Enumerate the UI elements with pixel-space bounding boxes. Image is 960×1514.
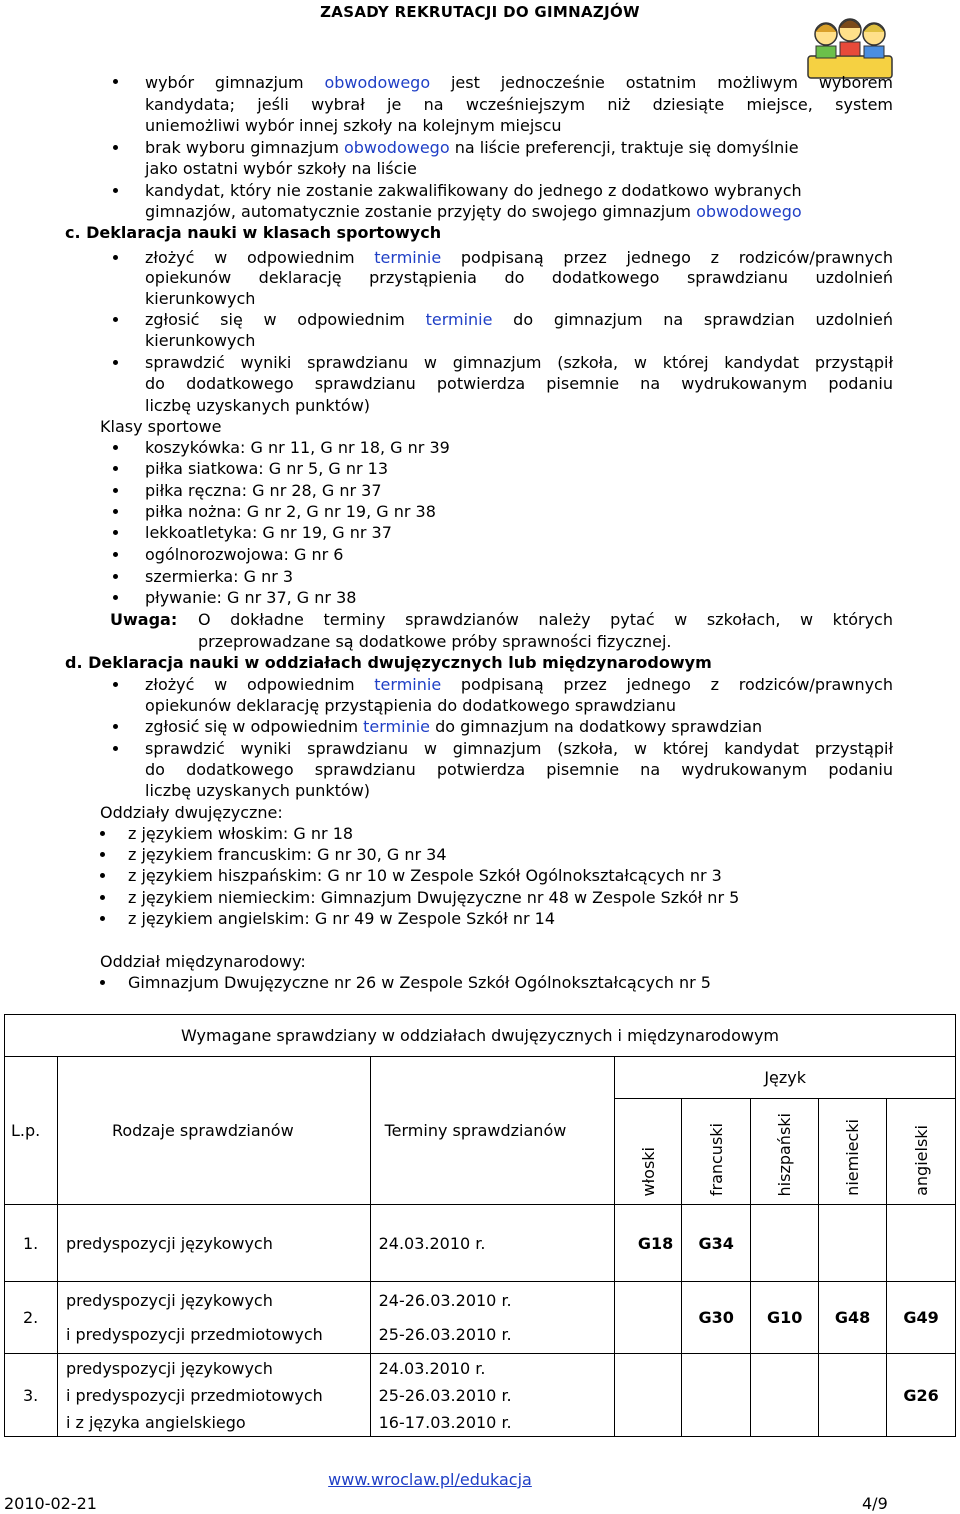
bullet-icon: [113, 188, 118, 193]
note-line-2: przeprowadzane są dodatkowe próby sprawności fizycznej.: [198, 632, 672, 651]
bullet-icon: [113, 445, 118, 450]
school-code: [819, 1205, 887, 1282]
footer-date: 2010-02-21: [4, 1494, 97, 1513]
section-c-bullet-2-line-2: kierunkowych: [145, 331, 256, 350]
section-d-bullet-3-line-3: liczbę uzyskanych punktów): [145, 781, 371, 800]
section-c-bullet-3-line-3: liczbę uzyskanych punktów): [145, 396, 371, 415]
school-code: G49: [887, 1282, 956, 1354]
language-header: Język: [615, 1057, 956, 1099]
school-code: [887, 1205, 956, 1282]
bilingual-item: z językiem angielskim: G nr 49 w Zespole Szkół nr 14: [128, 909, 556, 928]
exam-type: predyspozycji językowych: [65, 1290, 273, 1310]
bullet-icon: [113, 79, 118, 84]
bullet-icon: [113, 466, 118, 471]
section-c-bullet-3-line-2: do dodatkowego sprawdzianu potwierdza pisemnie na wydrukowanym podaniu: [145, 374, 893, 393]
bullet-icon: [113, 255, 118, 260]
intro-bullet-2-line-2: jako ostatni wybór szkoły na liście: [145, 159, 417, 178]
school-code: G34: [682, 1205, 751, 1282]
section-c-bullet-1-line-3: kierunkowych: [145, 289, 256, 308]
exam-date: 25-26.03.2010 r.: [378, 1324, 512, 1344]
bullet-icon: [100, 980, 105, 985]
exam-date: 16-17.03.2010 r.: [378, 1412, 512, 1432]
table-row: [5, 1205, 956, 1282]
school-code: [751, 1205, 819, 1282]
bullet-icon: [113, 488, 118, 493]
language-column-header: [819, 1099, 887, 1205]
note-label: Uwaga:: [110, 610, 178, 629]
sport-classes-label: Klasy sportowe: [100, 417, 222, 436]
intro-bullet-1-line-2: kandydata; jeśli wybrał je na wcześniejszym niż dziesiąte miejsce, system: [145, 95, 893, 114]
school-code: G48: [819, 1282, 887, 1354]
section-c-bullet-2-line-1: zgłosić się w odpowiednim terminie do gimnazjum na sprawdzian uzdolnień: [145, 310, 893, 329]
column-header-lp: L.p.: [5, 1057, 58, 1205]
row-number: 3.: [5, 1354, 58, 1437]
bullet-icon: [113, 530, 118, 535]
language-column-header: [615, 1099, 682, 1205]
section-d-bullet-3-line-2: do dodatkowego sprawdzianu potwierdza pisemnie na wydrukowanym podaniu: [145, 760, 893, 779]
section-c-bullet-1-line-2: opiekunów deklarację przystąpienia do dodatkowego sprawdzianu uzdolnień: [145, 268, 893, 287]
section-c-bullet-1-line-1: złożyć w odpowiednim terminie podpisaną przez jednego z rodziców/prawnych: [145, 248, 893, 267]
bullet-icon: [113, 509, 118, 514]
bullet-icon: [113, 682, 118, 687]
sport-item: piłka siatkowa: G nr 5, G nr 13: [145, 459, 389, 478]
language-label: hiszpański: [775, 1112, 795, 1196]
intro-bullet-2-line-1: brak wyboru gimnazjum obwodowego na liście preferencji, traktuje się domyślnie: [145, 138, 799, 157]
sport-item: pływanie: G nr 37, G nr 38: [145, 588, 357, 607]
sport-item: szermierka: G nr 3: [145, 567, 294, 586]
footer-link[interactable]: www.wroclaw.pl/edukacja: [328, 1470, 532, 1489]
school-code: G26: [887, 1354, 956, 1437]
page-header-title: ZASADY REKRUTACJI DO GIMNAZJÓW: [320, 3, 640, 21]
column-header-dates: Terminy sprawdzianów: [370, 1057, 615, 1205]
exam-type: i z języka angielskiego: [65, 1412, 246, 1432]
section-c-heading: c. Deklaracja nauki w klasach sportowych: [65, 223, 442, 242]
table-row: [5, 1282, 956, 1354]
bullet-icon: [113, 574, 118, 579]
exam-dates-cell: [370, 1354, 615, 1437]
bullet-icon: [113, 746, 118, 751]
school-code: G18: [615, 1205, 682, 1282]
exam-date: 24-26.03.2010 r.: [378, 1290, 512, 1310]
bilingual-item: z językiem hiszpańskim: G nr 10 w Zespole Szkół Ogólnokształcących nr 3: [128, 866, 722, 885]
section-d-heading: d. Deklaracja nauki w oddziałach dwujęzycznych lub międzynarodowym: [65, 653, 712, 672]
section-d-bullet-1-line-1: złożyć w odpowiednim terminie podpisaną przez jednego z rodziców/prawnych: [145, 675, 893, 694]
exam-type: i predyspozycji przedmiotowych: [65, 1385, 323, 1405]
international-item: Gimnazjum Dwujęzyczne nr 26 w Zespole Szkół Ogólnokształcących nr 5: [128, 973, 711, 992]
bullet-icon: [113, 317, 118, 322]
sport-item: koszykówka: G nr 11, G nr 18, G nr 39: [145, 438, 450, 457]
sport-item: piłka ręczna: G nr 28, G nr 37: [145, 481, 382, 500]
international-label: Oddział międzynarodowy:: [100, 952, 306, 971]
bullet-icon: [100, 873, 105, 878]
exam-date: 24.03.2010 r.: [370, 1205, 615, 1282]
note-line-1: O dokładne terminy sprawdzianów należy pytać w szkołach, w których: [198, 610, 893, 629]
language-label: włoski: [638, 1146, 658, 1196]
column-header-type: Rodzaje sprawdzianów: [57, 1057, 370, 1205]
language-column-header: [887, 1099, 956, 1205]
section-c-bullet-3-line-1: sprawdzić wyniki sprawdzianu w gimnazjum (szkoła, w której kandydat przystąpił: [145, 353, 893, 372]
row-number: 1.: [5, 1205, 58, 1282]
bullet-icon: [100, 895, 105, 900]
school-code: [819, 1354, 887, 1437]
exam-types-cell: [57, 1282, 370, 1354]
bilingual-item: z językiem włoskim: G nr 18: [128, 824, 354, 843]
sport-item: lekkoatletyka: G nr 19, G nr 37: [145, 523, 392, 542]
intro-bullet-1-line-1: wybór gimnazjum obwodowego jest jednocześnie ostatnim możliwym wyborem: [145, 73, 893, 92]
bullet-icon: [113, 724, 118, 729]
language-label: niemiecki: [843, 1119, 863, 1196]
row-number: 2.: [5, 1282, 58, 1354]
exam-type: predyspozycji językowych: [65, 1358, 273, 1378]
bullet-icon: [113, 145, 118, 150]
exam-dates-cell: [370, 1282, 615, 1354]
school-code: [615, 1354, 682, 1437]
section-d-bullet-1-line-2: opiekunów deklarację przystąpienia do dodatkowego sprawdzianu: [145, 696, 676, 715]
language-label: angielski: [911, 1125, 931, 1196]
bullet-icon: [113, 360, 118, 365]
bullet-icon: [113, 595, 118, 600]
section-d-bullet-3-line-1: sprawdzić wyniki sprawdzianu w gimnazjum (szkoła, w której kandydat przystąpił: [145, 739, 893, 758]
intro-bullet-3-line-1: kandydat, który nie zostanie zakwalifikowany do jednego z dodatkowo wybranych: [145, 181, 802, 200]
exam-type: i predyspozycji przedmiotowych: [65, 1324, 323, 1344]
exam-date: 24.03.2010 r.: [378, 1358, 486, 1378]
school-code: [682, 1354, 751, 1437]
exam-date: 25-26.03.2010 r.: [378, 1385, 512, 1405]
language-column-header: [682, 1099, 751, 1205]
bullet-icon: [100, 916, 105, 921]
table-title: Wymagane sprawdziany w oddziałach dwujęzycznych i międzynarodowym: [5, 1015, 956, 1057]
section-d-bullet-2-line-1: zgłosić się w odpowiednim terminie do gimnazjum na dodatkowy sprawdzian: [145, 717, 763, 736]
intro-bullet-3-line-2: gimnazjów, automatycznie zostanie przyjęty do swojego gimnazjum obwodowego: [145, 202, 802, 221]
exam-type: predyspozycji językowych: [57, 1205, 370, 1282]
bullet-icon: [100, 831, 105, 836]
language-label: francuski: [706, 1122, 726, 1196]
school-code: [615, 1282, 682, 1354]
school-code: G30: [682, 1282, 751, 1354]
sport-item: piłka nożna: G nr 2, G nr 19, G nr 38: [145, 502, 436, 521]
language-column-header: [751, 1099, 819, 1205]
bullet-icon: [100, 852, 105, 857]
school-code: [751, 1354, 819, 1437]
bilingual-item: z językiem francuskim: G nr 30, G nr 34: [128, 845, 447, 864]
bullet-icon: [113, 552, 118, 557]
required-exams-table: [4, 1014, 956, 1437]
bilingual-label: Oddziały dwujęzyczne:: [100, 803, 283, 822]
intro-bullet-1-line-3: uniemożliwi wybór innej szkoły na kolejnym miejscu: [145, 116, 562, 135]
bilingual-item: z językiem niemieckim: Gimnazjum Dwujęzyczne nr 48 w Zespole Szkół nr 5: [128, 888, 740, 907]
exam-types-cell: [57, 1354, 370, 1437]
table-row: [5, 1354, 956, 1437]
page-number: 4/9: [862, 1494, 888, 1513]
school-code: G10: [751, 1282, 819, 1354]
sport-item: ogólnorozwojowa: G nr 6: [145, 545, 344, 564]
